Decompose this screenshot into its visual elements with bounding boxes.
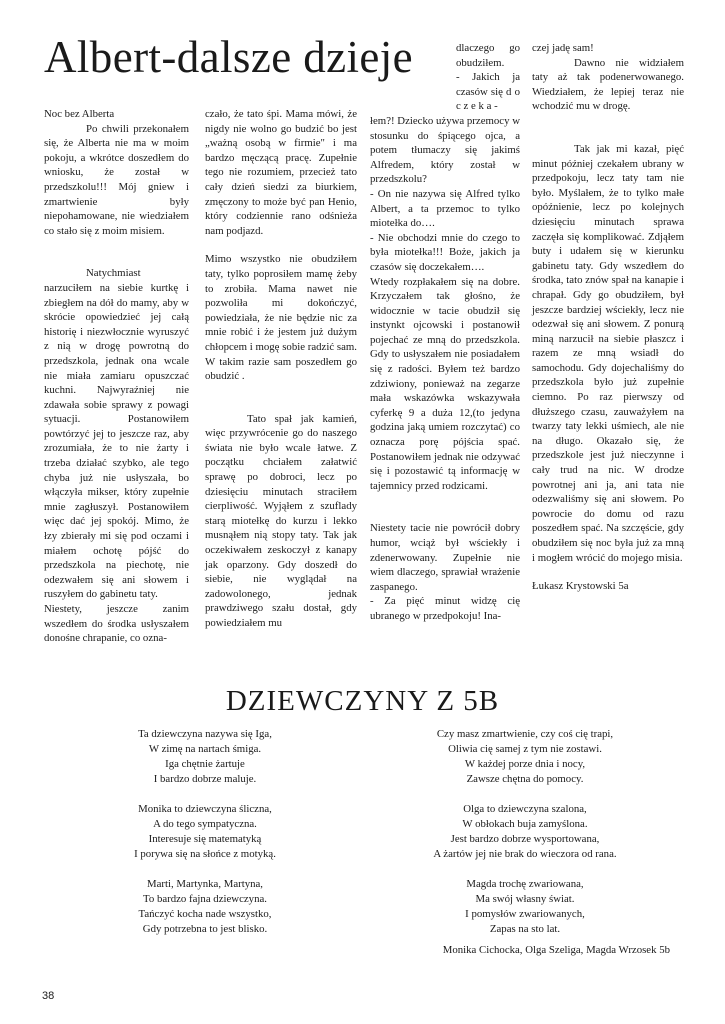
poem-line: W obłokach buja zamyślona. [462, 818, 588, 830]
poem-stanza [60, 802, 350, 862]
dialogue-line: - Za pięć minut widzę cię ubranego w przedpokoju! Ina- [370, 595, 520, 622]
paragraph: Mimo wszystko nie obudziłem taty, tylko poprosiłem mamę żeby to zrobiła. Mama nawet nie pozwoliła mi dokończyć, powiedziała, że nie będzie nic za mnie robić i że jestem już dużym chłopcem i mogę sobie radzić sam. W takim razie sam poszedłem go obudzić . [205, 253, 357, 383]
paragraph: dlaczego go obudziłem. [456, 42, 520, 69]
paragraph: - Jakich ja czasów się d o c z e k a - [456, 71, 520, 113]
poem-line: I pomysłów zwariowanych, [465, 908, 585, 920]
poem-line: Zapas na sto lat. [489, 923, 561, 935]
poem-line: I porywa się na słońce z motyką. [134, 848, 276, 860]
article-column-3 [370, 41, 520, 624]
poem-stanza [60, 727, 350, 787]
article-title: Albert-dalsze dzieje [44, 32, 414, 82]
poem-line: Oliwia cię samej z tym nie zostawi. [448, 743, 602, 755]
article-column-2 [205, 107, 357, 631]
poem-line: I bardzo dobrze maluje. [153, 773, 257, 785]
article-subheading: Noc bez Alberta [44, 108, 115, 120]
poem-line: Olga to dziewczyna szalona, [463, 803, 587, 815]
poem-line: Gdy potrzebna to jest blisko. [142, 923, 268, 935]
poem-line: Iga chętnie żartuje [165, 758, 245, 770]
poem-stanza [380, 802, 670, 862]
dialogue-line: - On nie nazywa się Alfred tylko Albert, a ta przemoc to tylko miotełka do…. [370, 187, 520, 230]
paragraph: Wtedy rozpłakałem się na dobre. Krzyczałem tak głośno, że widocznie w tacie obudził się instynkt ojcowski i postanowił pojechać ze mną do przedszkola. Gdy to usłyszałem nie posiadałem się z radości. Byłem też bardzo zdziwiony, ponieważ na zegarze mała wskazówka wskazywała cyferkę 9 a duża 12,(to jedyna godzina jaką umiem rozczytać) co oznacza porę pójścia spać. Postanowiłem jednak nie odzywać się i pozostawić tą informację w tajemnicy przed rodzicami. [370, 275, 520, 492]
poem-line: Monika to dziewczyna śliczna, [138, 803, 272, 815]
article-column-1 [44, 107, 189, 646]
article-column-4 [532, 41, 684, 594]
poem-column-right [380, 727, 670, 952]
poem-line: Ta dziewczyna nazywa się Iga, [138, 728, 272, 740]
paragraph: Niestety tacie nie powrócił dobry humor, wciąż był wściekły i zdenerwowany. Zupełnie nie wiem dlaczego, sprawiał wrażenie zaspanego. [370, 522, 520, 593]
poem-line: W zimę na nartach śmiga. [148, 743, 262, 755]
paragraph: Tato spał jak kamień, więc przywrócenie go do naszego świata nie było wcale łatwe. Z początku chciałem załatwić sprawę po dobroci, lecz po dziesięciu minutach straciłem cierpliwość. Wyjąłem z szuflady starą miotełkę do kurzu i lekko musnąłem nią stopy taty. Tak jak oczekiwałem zeskoczył z kanapy jak oparzony. Gdy doszedł do siebie, nie wyglądał na zadowolonego, jednak prawdziwego szału dostał, gdy powiedziałem mu [205, 412, 357, 629]
poem-line: Magda trochę zwariowana, [466, 878, 584, 890]
poem-line: Ma swój własny świat. [475, 893, 575, 905]
paragraph: czało, że tato śpi. Mama mówi, że nigdy nie wolno go budzić bo jest „ważną osobą w firmie" i ma bardzo męczącą pracę. Zupełnie tego nie rozumiem, przecież tato cały dzień siedzi za biurkiem, zmęczony to może być pan Henio, który codziennie rano odśnieża nam podjazd. [205, 108, 357, 237]
poem-stanza [380, 877, 670, 937]
poem-line: Jest bardzo dobrze wysportowana, [450, 833, 600, 845]
page-number: 38 [42, 990, 55, 1002]
paragraph: łem?! Dziecko używa przemocy w stosunku do śpiącego ojca, a potem tłumaczy się jakimś Alfredem, który został w przedszkolu? [370, 114, 520, 186]
poem-stanza [60, 877, 350, 937]
paragraph: czej jadę sam! [532, 42, 594, 54]
paragraph: Dawno nie widziałem taty aż tak podenerwowanego. Wiedziałem, że lepiej teraz nie wchodzić mu w drogę. [532, 56, 684, 113]
poem-line: Marti, Martynka, Martyna, [146, 878, 264, 890]
poem-line: Interesuje się matematyką [148, 833, 262, 845]
poem-line: Zawsze chętna do pomocy. [466, 773, 584, 785]
poem-authors: Monika Cichocka, Olga Szeliga, Magda Wrzosek 5b [442, 944, 670, 956]
poem-stanza [380, 727, 670, 787]
paragraph: Natychmiast narzuciłem na siebie kurtkę i zbiegłem na dół do mamy, aby w skrócie opowiedzieć jej całą historię i niezwłocznie wyruszyć z nią w drogę powrotną do przedszkola, jednak ona wcale nie miała zamiaru opuszczać kuchni. Najwyraźniej nie zdawała sobie sprawy z powagi sytuacji. Postanowiłem powtórzyć jej to jeszcze raz, aby zrozumiała, że to nie żarty i trzeba działać szybko, ale tego chyba już nie usłyszała, bo włączyła mikser, który zupełnie mnie zagłuszył. Postanowiłem więc dać jej spokój. Mimo, że łzy zbierały mi się pod oczami i miałem ochotę pójść do przedszkola na piechotę, nie odezwałem się ani słowem i ruszyłem do gabinetu taty. [44, 267, 189, 601]
poem-line: A żartów jej nie brak do wieczora od rana. [433, 848, 617, 860]
dialogue-line: - Nie obchodzi mnie do czego to była miotełka!!! Boże, jakich ja czasów się doczekałem…. [370, 231, 520, 273]
poem-line: Tańczyć kocha nade wszystko, [138, 908, 272, 920]
poem-line: Czy masz zmartwienie, czy coś cię trapi, [436, 728, 614, 740]
poem-line: To bardzo fajna dziewczyna. [143, 893, 267, 905]
poem-line: A do tego sympatyczna. [153, 818, 257, 830]
paragraph: Niestety, jeszcze zanim wszedłem do środka usłyszałem donośne chrapanie, co ozna- [44, 603, 189, 645]
article-author: Łukasz Krystowski 5a [532, 580, 629, 593]
poem-title: DZIEWCZYNY Z 5B [225, 685, 500, 717]
poem-column-left [60, 727, 350, 952]
paragraph: Tak jak mi kazał, pięć minut później czekałem ubrany w przedpokoju, lecz taty tam nie było. Myślałem, że to tylko małe opóźnienie, lecz po kolejnych dziesięciu minutach sprawa zaczęła się komplikować. Zdjąłem buty i udałem się w kierunku gabinetu taty. Gdy wszedłem do środka, tato znów spał na kanapie i chrapał. Gdy go obudziłem, był jeszcze bardziej wściekły, lecz nie odezwał się ani słowem. Z ponurą miną narzucił na siebie płaszcz i razem ze mną wsiadł do samochodu. Gdy dojechaliśmy do przedszkola było już zupełnie ciemno. Po raz pierwszy od dłuższego czasu, zauważyłem na twarzy taty lekki uśmiech, ale nie na długo. Okazało się, że przedszkole jest już nieczynne i cały trud na nic. W drodze powrotnej ani ja, ani tata nie odezwaliśmy się ani słowem. Po powrocie do domu od razu poszedłem spać. Na szczęście, gdy obudziłem się noc była już za mną i mogłem wrócić do mojego misia. [532, 142, 684, 564]
poem-line: W każdej porze dnia i nocy, [464, 758, 586, 770]
paragraph: Po chwili przekonałem się, że Alberta nie ma w moim pokoju, a wkrótce doszedłem do wniosku, że został w przedszkolu!!! Mój gniew i zmartwienie były niepohamowane, nie wiedziałem co stało się z moim misiem. [44, 122, 189, 237]
